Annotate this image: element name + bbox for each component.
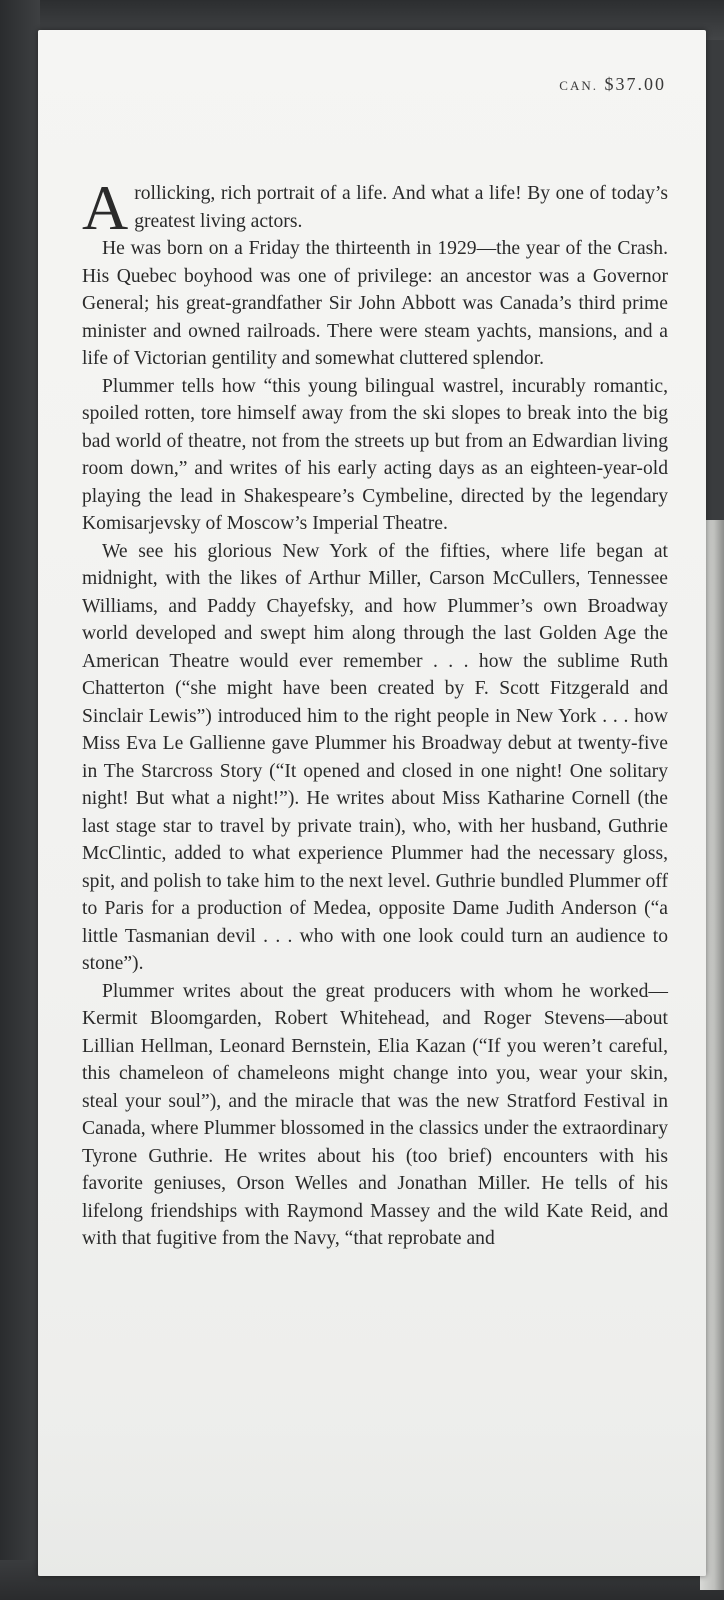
background-left	[0, 0, 40, 1600]
jacket-flap-page	[38, 30, 706, 1576]
price-currency: CAN.	[559, 78, 598, 93]
price-label	[559, 74, 666, 95]
paragraph-early-acting: Plummer tells how “this young bilingual wastrel, incurably romantic, spoiled rotten, tore himself away from the ski slopes to break into the big bad world of theatre, not from the streets up but from an Edwardian living room down,” and writes of his early acting days as an eighteen-year-old playing the lead in Shakespeare’s Cymbeline, directed by the legendary Komisarjevsky of Moscow’s Imperial Theatre.	[82, 375, 668, 534]
price-amount: $37.00	[604, 74, 666, 94]
paragraph-new-york: We see his glorious New York of the fifties, where life began at midnight, with the likes of Arthur Miller, Carson McCullers, Tennessee Williams, and Paddy Chayefsky, and how Plummer’s own Broadway world developed and swept him along through the last Golden Age the American Theatre would ever remember . . . how the sublime Ruth Chatterton (“she might have been created by F. Scott Fitzgerald and Sinclair Lewis”) introduced him to the right people in New York . . . how Miss Eva Le Gallienne gave Plummer his Broadway debut at twenty-five in The Starcross Story (“It opened and closed in one night! One solitary night! But what a night!”). He writes about Miss Katharine Cornell (the last stage star to travel by private train), who, with her husband, Guthrie McClintic, added to what experience Plummer had the necessary gloss, spit, and polish to take him to the next level. Guthrie bundled Plummer off to Paris for a production of Medea, opposite Dame Judith Anderson (“a little Tasmanian devil . . . who with one look could turn an audience to stone”).	[82, 540, 668, 974]
paragraph-boyhood: He was born on a Friday the thirteenth in 1929—the year of the Crash. His Quebec boyhood was one of privilege: an ancestor was a Governor General; his great-grandfather Sir John Abbott was Canada’s third prime minister and owned railroads. There were steam yachts, mansions, and a life of Victorian gentility and somewhat cluttered splendor.	[82, 238, 668, 369]
flap-copy	[82, 172, 668, 1253]
paragraph-intro	[82, 172, 668, 243]
paragraph-producers: Plummer writes about the great producers with whom he worked—Kermit Bloomgarden, Robert Whitehead, and Roger Stevens—about Lillian Hellman, Leonard Bernstein, Elia Kazan (“If you weren’t careful, this chameleon of chameleons might change into you, wear your skin, steal your soul”), and the miracle that was the new Stratford Festival in Canada, where Plummer blossomed in the classics under the extraordinary Tyrone Guthrie. He writes about his (too brief) encounters with his favorite geniuses, Orson Welles and Jonathan Miller. He tells of his lifelong friendships with Raymond Massey and the wild Kate Reid, and with that fugitive from the Navy, “that reprobate and	[82, 980, 668, 1249]
paragraph-intro-text: rollicking, rich portrait of a life. And what a life! By one of today’s greatest living actors.	[134, 183, 668, 232]
page-shading	[38, 1410, 706, 1576]
drop-cap: A	[82, 172, 129, 243]
